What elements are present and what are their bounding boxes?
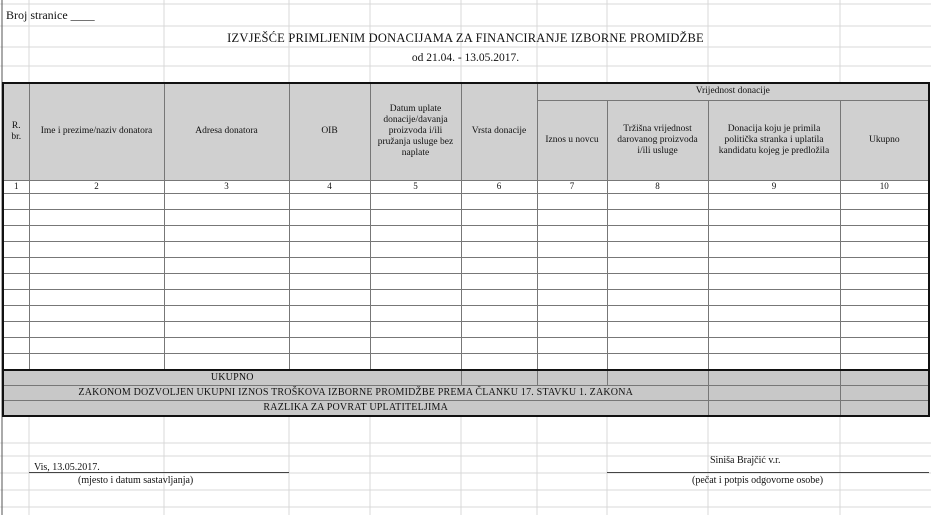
column-number: 2 <box>29 180 164 193</box>
table-cell <box>461 273 537 289</box>
table-cell <box>840 209 929 225</box>
table-cell <box>607 289 708 305</box>
report-period: od 21.04. - 13.05.2017. <box>411 52 520 64</box>
report-title: IZVJEŠĆE PRIMLJENIM DONACIJAMA ZA FINANCIRANJE IZBORNE PROMIDŽBE <box>227 31 704 45</box>
summary-cell <box>708 385 840 400</box>
table-cell <box>840 225 929 241</box>
table-cell <box>607 353 708 370</box>
table-cell <box>537 337 607 353</box>
table-cell <box>537 305 607 321</box>
table-cell <box>840 241 929 257</box>
table-cell <box>164 209 289 225</box>
place-date-caption: (mjesto i datum sastavljanja) <box>78 475 194 486</box>
table-cell <box>370 257 461 273</box>
table-cell <box>289 337 370 353</box>
header-party-donation: Donacija koju je primila politička stranka i uplatila kandidatu kojeg je predložila <box>708 100 840 180</box>
table-cell <box>708 209 840 225</box>
table-cell <box>461 337 537 353</box>
table-cell <box>3 321 29 337</box>
table-cell <box>537 273 607 289</box>
table-cell <box>289 193 370 209</box>
table-cell <box>708 225 840 241</box>
table-cell <box>607 257 708 273</box>
table-cell <box>164 225 289 241</box>
table-cell <box>29 257 164 273</box>
table-cell <box>607 241 708 257</box>
column-number: 6 <box>461 180 537 193</box>
table-cell <box>461 321 537 337</box>
summary-cell <box>461 370 537 386</box>
summary-cell <box>708 370 840 386</box>
table-cell <box>289 305 370 321</box>
table-cell <box>840 257 929 273</box>
table-cell <box>537 193 607 209</box>
table-cell <box>289 209 370 225</box>
table-cell <box>3 353 29 370</box>
summary-cell <box>840 385 929 400</box>
table-cell <box>370 321 461 337</box>
summary-cell <box>708 400 840 416</box>
table-cell <box>708 337 840 353</box>
table-cell <box>29 241 164 257</box>
table-row <box>3 289 929 305</box>
table-cell <box>537 209 607 225</box>
table-cell <box>461 241 537 257</box>
table-row <box>3 353 929 370</box>
table-row <box>3 305 929 321</box>
summary-row-allowed <box>3 385 929 400</box>
table-cell <box>607 337 708 353</box>
column-number: 9 <box>708 180 840 193</box>
table-cell <box>370 225 461 241</box>
place-date-line <box>29 472 289 473</box>
table-cell <box>3 209 29 225</box>
table-cell <box>461 225 537 241</box>
table-cell <box>370 305 461 321</box>
header-market-value: Tržišna vrijednost darovanog proizvoda i/ili usluge <box>607 100 708 180</box>
table-cell <box>29 353 164 370</box>
table-row <box>3 225 929 241</box>
header-donor-address: Adresa donatora <box>164 83 289 180</box>
header-row-number: R. br. <box>3 83 29 180</box>
table-cell <box>537 257 607 273</box>
table-cell <box>3 225 29 241</box>
table-cell <box>164 321 289 337</box>
table-cell <box>289 241 370 257</box>
table-cell <box>289 353 370 370</box>
table-cell <box>840 273 929 289</box>
table-cell <box>3 193 29 209</box>
table-cell <box>840 353 929 370</box>
donations-table <box>2 82 930 417</box>
table-cell <box>3 305 29 321</box>
table-row <box>3 273 929 289</box>
table-cell <box>708 353 840 370</box>
table-cell <box>708 321 840 337</box>
table-cell <box>370 353 461 370</box>
table-cell <box>840 289 929 305</box>
header-oib: OIB <box>289 83 370 180</box>
table-cell <box>3 289 29 305</box>
table-cell <box>29 305 164 321</box>
table-cell <box>537 353 607 370</box>
table-cell <box>29 209 164 225</box>
table-cell <box>29 337 164 353</box>
table-cell <box>840 321 929 337</box>
table-cell <box>289 273 370 289</box>
table-cell <box>164 305 289 321</box>
table-row <box>3 209 929 225</box>
column-number: 5 <box>370 180 461 193</box>
table-cell <box>537 289 607 305</box>
table-cell <box>708 257 840 273</box>
column-number: 8 <box>607 180 708 193</box>
table-cell <box>164 353 289 370</box>
table-cell <box>537 321 607 337</box>
table-cell <box>708 241 840 257</box>
column-number: 1 <box>3 180 29 193</box>
summary-row-refund <box>3 400 929 416</box>
table-cell <box>370 193 461 209</box>
table-cell <box>537 241 607 257</box>
header-cash-amount: Iznos u novcu <box>537 100 607 180</box>
table-cell <box>370 289 461 305</box>
table-cell <box>840 193 929 209</box>
table-cell <box>289 289 370 305</box>
summary-label-refund: RAZLIKA ZA POVRAT UPLATITELJIMA <box>3 400 708 416</box>
table-cell <box>708 273 840 289</box>
summary-label-total: UKUPNO <box>3 370 461 386</box>
table-cell <box>370 209 461 225</box>
table-cell <box>164 241 289 257</box>
table-row <box>3 321 929 337</box>
page-number-label: Broj stranice ____ <box>6 8 95 22</box>
table-cell <box>289 257 370 273</box>
summary-row-total <box>3 370 929 386</box>
table-cell <box>29 289 164 305</box>
table-cell <box>164 289 289 305</box>
summary-label-allowed: ZAKONOM DOZVOLJEN UKUPNI IZNOS TROŠKOVA IZBORNE PROMIDŽBE PREMA ČLANKU 17. STAVKU 1. ZAKONA <box>3 385 708 400</box>
summary-cell <box>840 370 929 386</box>
table-cell <box>607 193 708 209</box>
table-cell <box>461 209 537 225</box>
table-cell <box>29 321 164 337</box>
table-cell <box>370 337 461 353</box>
signature-caption: (pečat i potpis odgovorne osobe) <box>692 475 824 486</box>
table-cell <box>370 273 461 289</box>
table-cell <box>708 289 840 305</box>
table-cell <box>607 321 708 337</box>
table-cell <box>3 241 29 257</box>
donation-rows <box>3 193 929 370</box>
header-donor-name: Ime i prezime/naziv donatora <box>29 83 164 180</box>
table-cell <box>708 193 840 209</box>
table-cell <box>370 241 461 257</box>
table-cell <box>289 225 370 241</box>
table-cell <box>607 209 708 225</box>
summary-cell <box>607 370 708 386</box>
table-cell <box>537 225 607 241</box>
signature-line <box>607 472 929 473</box>
column-number: 3 <box>164 180 289 193</box>
column-number: 4 <box>289 180 370 193</box>
table-cell <box>3 337 29 353</box>
table-cell <box>29 225 164 241</box>
header-donation-value-group: Vrijednost donacije <box>537 83 929 100</box>
place-date: Vis, 13.05.2017. <box>34 462 100 473</box>
table-cell <box>29 193 164 209</box>
table-cell <box>461 289 537 305</box>
table-cell <box>840 337 929 353</box>
table-cell <box>164 273 289 289</box>
table-cell <box>840 305 929 321</box>
table-cell <box>164 337 289 353</box>
table-cell <box>607 225 708 241</box>
table-row <box>3 337 929 353</box>
header-payment-date: Datum uplate donacije/davanja proizvoda i/ili pružanja usluge bez naplate <box>370 83 461 180</box>
table-cell <box>29 273 164 289</box>
summary-cell <box>537 370 607 386</box>
table-cell <box>607 273 708 289</box>
summary-cell <box>840 400 929 416</box>
header-total: Ukupno <box>840 100 929 180</box>
column-number: 7 <box>537 180 607 193</box>
signer-name: Siniša Brajčić v.r. <box>710 455 781 466</box>
table-cell <box>461 257 537 273</box>
table-cell <box>3 273 29 289</box>
table-row <box>3 193 929 209</box>
table-cell <box>164 193 289 209</box>
table-cell <box>3 257 29 273</box>
table-cell <box>607 305 708 321</box>
table-cell <box>289 321 370 337</box>
table-cell <box>164 257 289 273</box>
table-cell <box>461 353 537 370</box>
table-cell <box>708 305 840 321</box>
table-row <box>3 257 929 273</box>
table-row <box>3 241 929 257</box>
table-cell <box>461 305 537 321</box>
column-number: 10 <box>840 180 929 193</box>
table-cell <box>461 193 537 209</box>
header-donation-type: Vrsta donacije <box>461 83 537 180</box>
